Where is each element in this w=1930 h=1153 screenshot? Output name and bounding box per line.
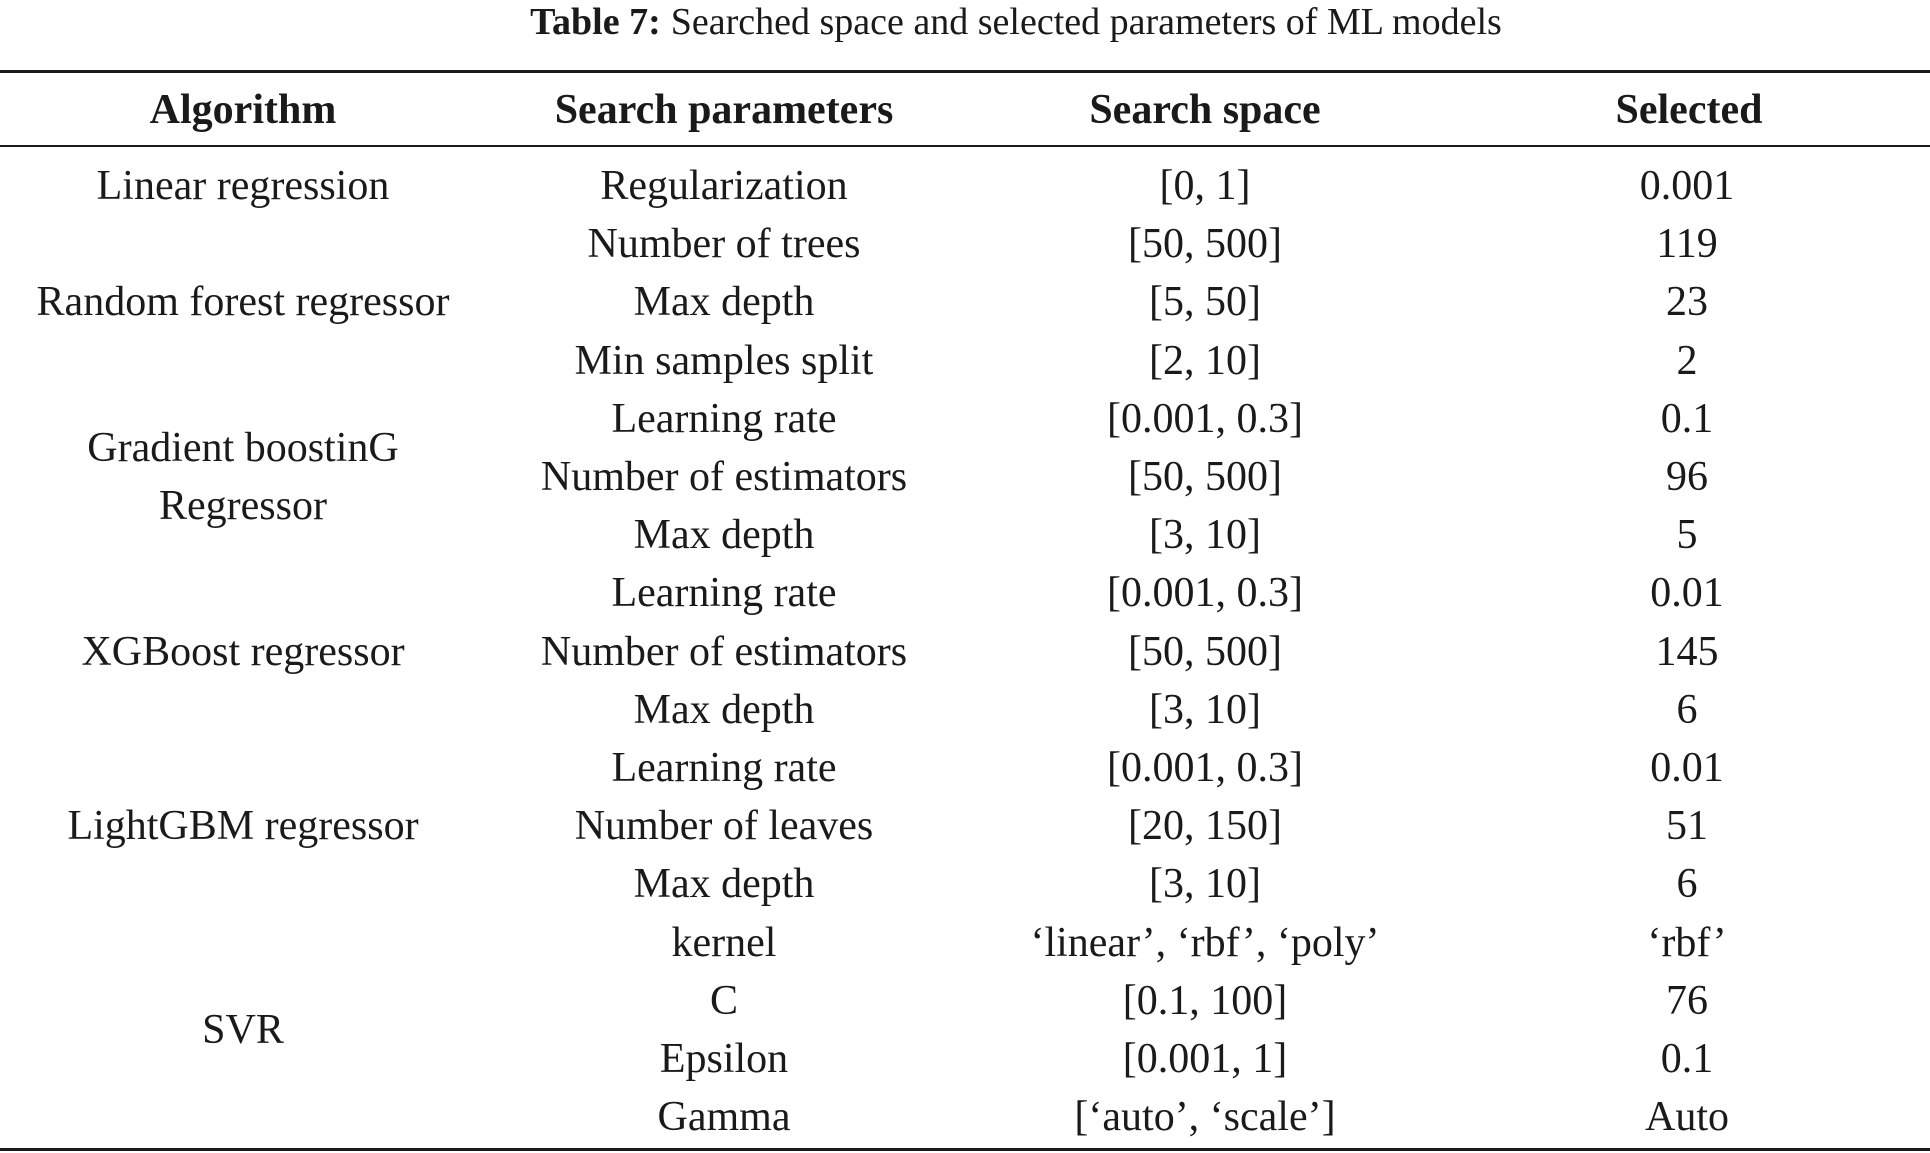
cell-search-parameter: Min samples split (574, 337, 874, 384)
cell-search-space: [3, 10] (1149, 686, 1261, 733)
cell-search-parameter: Max depth (633, 861, 815, 908)
cell-search-space: [0.001, 0.3] (1107, 570, 1303, 617)
cell-algorithm (0, 914, 486, 1147)
cell-search-space: [0.001, 1] (1122, 1036, 1288, 1083)
cell-search-parameter: Gamma (657, 1094, 791, 1141)
cell-search-space: [2, 10] (1149, 337, 1261, 384)
cell-selected: 119 (1656, 221, 1718, 268)
table-bottom-rule (0, 1148, 1930, 1151)
table-header-rule (0, 145, 1930, 147)
algorithm-name-line: Linear regression (96, 163, 390, 210)
cell-selected: 51 (1666, 803, 1708, 850)
cell-search-space: [3, 10] (1149, 861, 1261, 908)
cell-search-space: [50, 500] (1128, 628, 1282, 675)
cell-algorithm (0, 564, 486, 739)
cell-selected: 0.1 (1660, 395, 1714, 442)
cell-search-parameter: C (709, 977, 738, 1024)
cell-search-parameter: kernel (671, 919, 777, 966)
header-algorithm: Algorithm (149, 87, 337, 133)
cell-search-parameter: Learning rate (611, 395, 837, 442)
cell-search-parameter: Number of estimators (540, 454, 908, 501)
cell-selected: 0.1 (1660, 1036, 1714, 1083)
cell-search-space: [‘auto’, ‘scale’] (1074, 1094, 1336, 1141)
algorithm-name-line: LightGBM regressor (67, 803, 419, 850)
cell-algorithm (0, 739, 486, 914)
cell-search-parameter: Regularization (600, 163, 848, 210)
header-search-space: Search space (1089, 87, 1321, 133)
cell-search-parameter: Learning rate (611, 570, 837, 617)
table-caption-text: Searched space and selected parameters of ML models (670, 1, 1502, 43)
algorithm-name-line: SVR (202, 1006, 284, 1053)
table-top-rule (0, 70, 1930, 73)
cell-search-parameter: Learning rate (611, 745, 837, 792)
cell-algorithm (0, 215, 486, 390)
cell-search-space: [20, 150] (1128, 803, 1282, 850)
cell-selected: 5 (1676, 512, 1698, 559)
cell-selected: 0.01 (1650, 570, 1724, 617)
algorithm-name-line: XGBoost regressor (81, 628, 405, 675)
cell-selected: 6 (1676, 686, 1698, 733)
cell-selected: 6 (1676, 861, 1698, 908)
cell-selected: 2 (1676, 337, 1698, 384)
header-selected: Selected (1615, 87, 1763, 133)
cell-selected: 96 (1666, 454, 1708, 501)
cell-search-parameter: Number of leaves (574, 803, 874, 850)
table-caption-label: Table 7: (530, 1, 661, 43)
cell-search-space: [0.1, 100] (1122, 977, 1288, 1024)
cell-algorithm (0, 390, 486, 565)
cell-selected: 23 (1666, 279, 1708, 326)
cell-search-parameter: Max depth (633, 279, 815, 326)
cell-search-space: [0, 1] (1159, 163, 1251, 210)
cell-selected: Auto (1645, 1094, 1729, 1141)
cell-selected: ‘rbf’ (1647, 919, 1727, 966)
cell-search-space: [5, 50] (1149, 279, 1261, 326)
cell-search-space: [0.001, 0.3] (1107, 745, 1303, 792)
cell-search-space: [50, 500] (1128, 221, 1282, 268)
algorithm-name-line: Regressor (159, 483, 327, 530)
cell-selected: 145 (1655, 628, 1719, 675)
algorithm-name-line: Gradient boostinG (87, 425, 399, 472)
cell-search-space: [50, 500] (1128, 454, 1282, 501)
cell-selected: 0.001 (1639, 163, 1735, 210)
cell-search-parameter: Number of trees (587, 221, 861, 268)
algorithm-name-line: Random forest regressor (36, 279, 450, 326)
table-caption (0, 0, 1930, 44)
header-search-parameters: Search parameters (554, 87, 894, 133)
cell-selected: 0.01 (1650, 745, 1724, 792)
cell-selected: 76 (1666, 977, 1708, 1024)
cell-search-parameter: Number of estimators (540, 628, 908, 675)
cell-search-space: ‘linear’, ‘rbf’, ‘poly’ (1030, 919, 1380, 966)
cell-search-space: [3, 10] (1149, 512, 1261, 559)
cell-search-parameter: Max depth (633, 686, 815, 733)
cell-search-parameter: Max depth (633, 512, 815, 559)
cell-algorithm (0, 157, 486, 215)
cell-search-parameter: Epsilon (659, 1036, 789, 1083)
cell-search-space: [0.001, 0.3] (1107, 395, 1303, 442)
